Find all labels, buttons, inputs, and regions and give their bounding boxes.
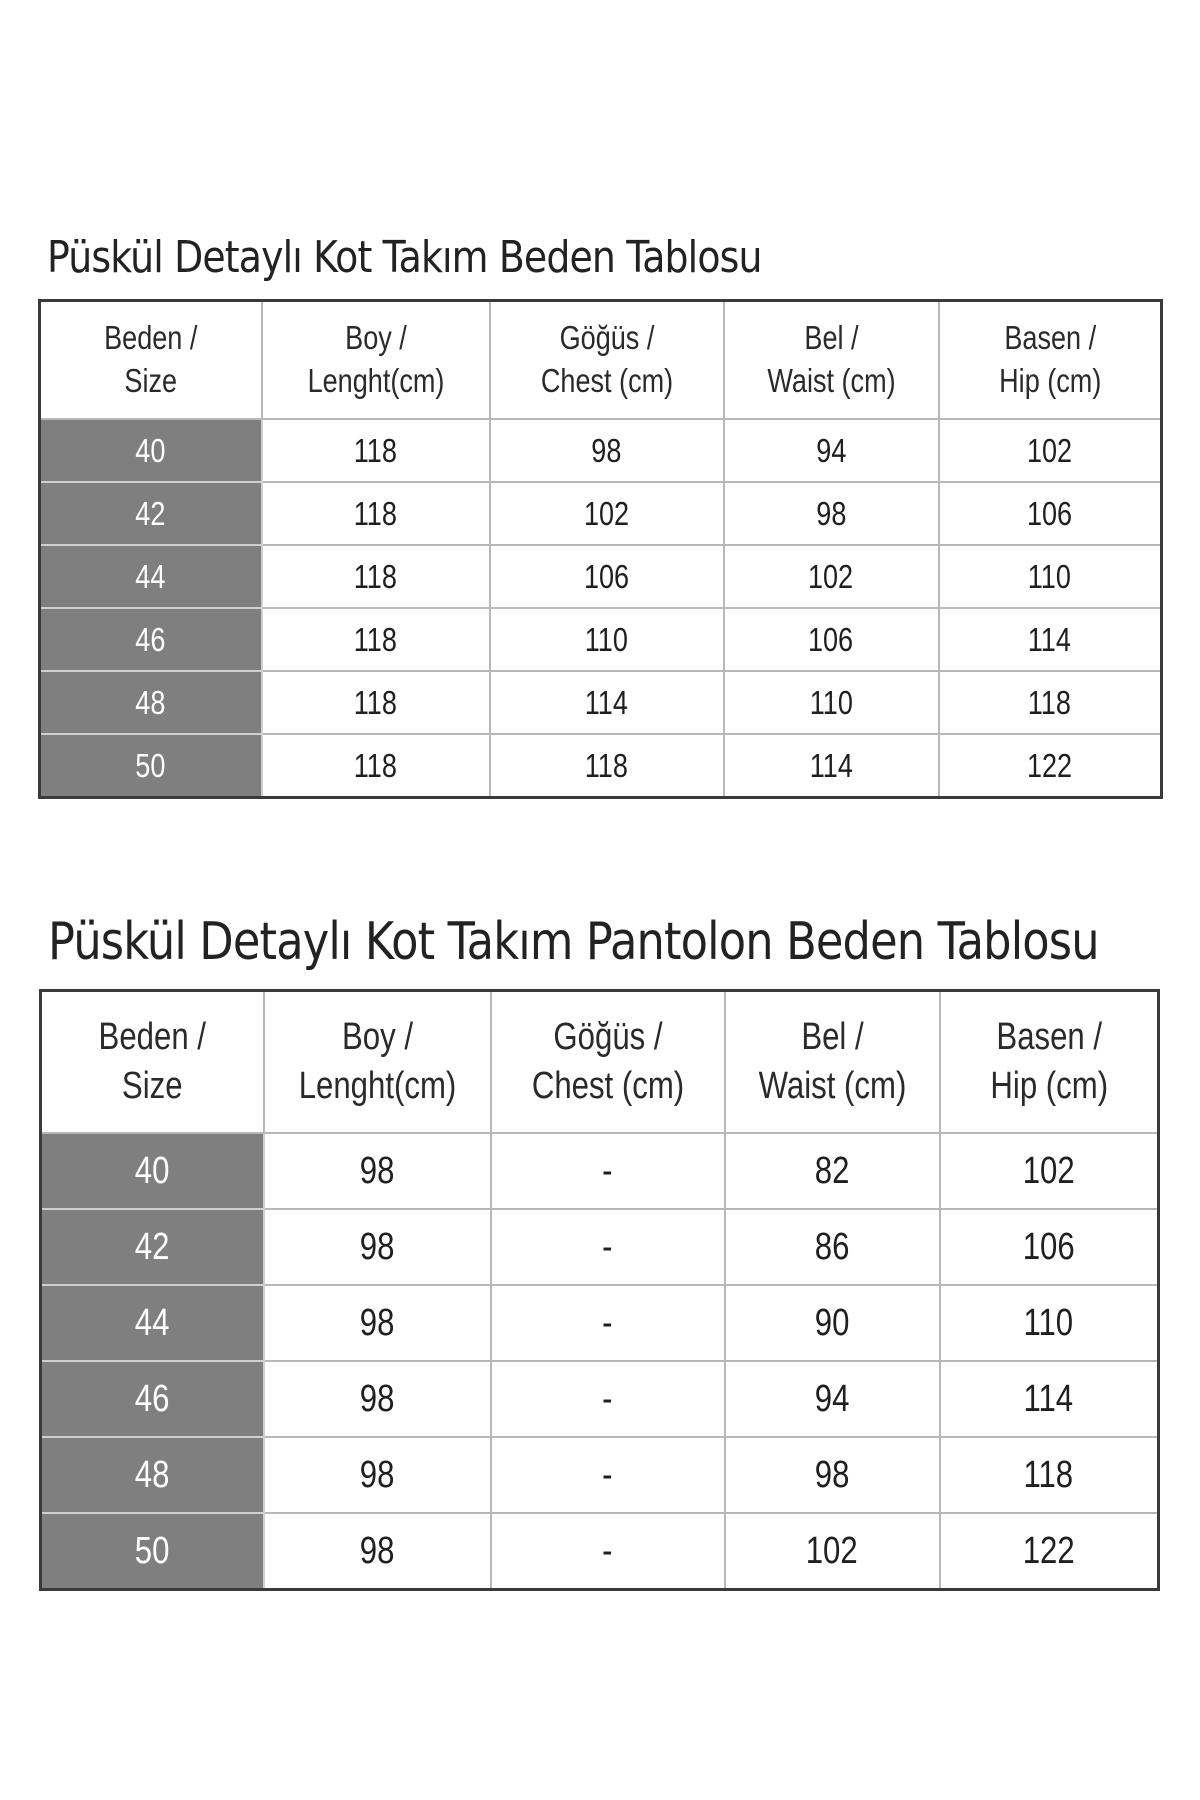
cell-value: -	[602, 1529, 613, 1572]
cell-hip	[939, 734, 1162, 798]
header-line: Hip (cm)	[989, 1065, 1108, 1107]
cell-length	[262, 482, 490, 545]
cell-chest	[491, 1437, 725, 1513]
cell-value: 102	[1027, 431, 1073, 469]
cell-value: -	[602, 1301, 613, 1344]
cell-size	[40, 419, 262, 482]
cell-value: 90	[814, 1301, 850, 1344]
cell-value: 98	[591, 431, 622, 469]
cell-value: 102	[1022, 1149, 1075, 1192]
cell-value: -	[602, 1225, 613, 1268]
cell-waist	[724, 734, 939, 798]
cell-chest	[491, 1209, 725, 1285]
table-row	[40, 608, 1162, 671]
cell-value: 106	[1022, 1225, 1075, 1268]
header-line: Size	[124, 362, 178, 399]
cell-waist	[725, 1285, 940, 1361]
table-row	[41, 1285, 1159, 1361]
column-header-hip	[939, 301, 1162, 420]
table-row	[41, 1133, 1159, 1209]
table-row	[40, 419, 1162, 482]
cell-value: 98	[359, 1301, 395, 1344]
cell-size	[40, 734, 262, 798]
cell-waist	[724, 608, 939, 671]
cell-waist	[725, 1361, 940, 1437]
table-row	[41, 1437, 1159, 1513]
cell-size	[41, 1513, 264, 1590]
header-line: Boy /	[341, 1015, 413, 1058]
header-line: Göğüs /	[559, 319, 654, 357]
column-header-hip	[940, 991, 1159, 1134]
cell-value: 122	[1022, 1529, 1075, 1572]
cell-length	[264, 1133, 491, 1209]
cell-value: 114	[1023, 1377, 1074, 1420]
header-line: Lenght(cm)	[298, 1065, 456, 1107]
cell-length	[262, 608, 490, 671]
cell-value: 98	[359, 1453, 395, 1496]
table-title: Püskül Detaylı Kot Takım Beden Tablosu	[47, 232, 762, 283]
cell-value: 118	[353, 431, 398, 469]
cell-value: 98	[359, 1149, 395, 1192]
cell-chest	[491, 1513, 725, 1590]
table-row	[40, 482, 1162, 545]
cell-value: 46	[135, 620, 166, 658]
cell-size	[40, 671, 262, 734]
cell-value: 46	[134, 1377, 170, 1420]
cell-length	[264, 1285, 491, 1361]
cell-length	[262, 419, 490, 482]
header-line: Waist (cm)	[766, 362, 896, 399]
table-title: Püskül Detaylı Kot Takım Pantolon Beden Tablosu	[48, 912, 1099, 972]
cell-hip	[940, 1209, 1159, 1285]
header-line: Chest (cm)	[531, 1065, 684, 1107]
cell-hip	[939, 545, 1162, 608]
cell-chest	[490, 608, 724, 671]
cell-size	[40, 482, 262, 545]
header-line: Beden /	[98, 1015, 206, 1058]
column-header-waist	[725, 991, 940, 1134]
header-line: Size	[121, 1065, 183, 1107]
cell-length	[264, 1209, 491, 1285]
cell-value: 98	[814, 1453, 850, 1496]
cell-value: 42	[134, 1225, 170, 1268]
cell-chest	[491, 1133, 725, 1209]
header-line: Hip (cm)	[998, 362, 1101, 399]
table-row	[41, 1361, 1159, 1437]
column-header-length	[264, 991, 491, 1134]
header-line: Bel /	[800, 1015, 864, 1058]
column-header-length	[262, 301, 490, 420]
cell-value: 118	[1023, 1453, 1074, 1496]
cell-length	[262, 671, 490, 734]
cell-value: -	[602, 1149, 613, 1192]
cell-value: 82	[814, 1149, 850, 1192]
table-header-row	[41, 991, 1159, 1134]
cell-length	[264, 1361, 491, 1437]
cell-size	[41, 1209, 264, 1285]
cell-length	[262, 734, 490, 798]
table-row	[41, 1209, 1159, 1285]
cell-waist	[724, 671, 939, 734]
cell-hip	[940, 1361, 1159, 1437]
cell-value: 40	[134, 1149, 170, 1192]
header-line: Chest (cm)	[540, 362, 673, 399]
table-header-row	[40, 301, 1162, 420]
cell-value: 102	[808, 557, 854, 595]
cell-value: 118	[353, 746, 398, 784]
header-line: Basen /	[995, 1015, 1102, 1058]
cell-value: 48	[135, 683, 166, 721]
cell-value: 86	[814, 1225, 850, 1268]
cell-hip	[939, 608, 1162, 671]
cell-value: 118	[353, 620, 398, 658]
table-row	[40, 734, 1162, 798]
cell-value: 98	[359, 1225, 395, 1268]
cell-size	[41, 1361, 264, 1437]
cell-chest	[490, 419, 724, 482]
cell-value: 114	[809, 746, 853, 784]
header-line: Lenght(cm)	[307, 362, 444, 399]
cell-value: 44	[135, 557, 166, 595]
cell-chest	[491, 1285, 725, 1361]
header-line: Basen /	[1003, 319, 1096, 357]
cell-value: 102	[806, 1529, 858, 1572]
cell-value: 110	[809, 683, 853, 721]
column-header-chest	[491, 991, 725, 1134]
cell-value: 118	[1028, 683, 1072, 721]
column-header-waist	[724, 301, 939, 420]
cell-size	[41, 1133, 264, 1209]
cell-value: 114	[584, 683, 629, 721]
cell-value: 110	[1023, 1301, 1074, 1344]
header-line: Göğüs /	[552, 1015, 663, 1058]
table-row	[40, 671, 1162, 734]
cell-waist	[725, 1437, 940, 1513]
cell-value: 118	[353, 683, 398, 721]
cell-value: 42	[135, 494, 166, 532]
cell-value: 50	[134, 1529, 170, 1572]
cell-value: 114	[1028, 620, 1072, 658]
cell-size	[41, 1437, 264, 1513]
column-header-chest	[490, 301, 724, 420]
size-table	[38, 299, 1163, 799]
cell-chest	[490, 482, 724, 545]
cell-hip	[939, 671, 1162, 734]
cell-hip	[939, 482, 1162, 545]
cell-value: 98	[815, 494, 847, 532]
cell-value: 110	[584, 620, 629, 658]
cell-hip	[939, 419, 1162, 482]
cell-size	[40, 608, 262, 671]
column-header-size	[41, 991, 264, 1134]
cell-value: 106	[583, 557, 630, 595]
header-line: Boy /	[344, 319, 407, 357]
column-header-size	[40, 301, 262, 420]
cell-value: 106	[808, 620, 854, 658]
cell-value: 98	[359, 1377, 395, 1420]
cell-waist	[724, 482, 939, 545]
table-row	[40, 545, 1162, 608]
cell-value: 94	[814, 1377, 850, 1420]
cell-hip	[940, 1285, 1159, 1361]
header-line: Beden /	[104, 319, 198, 357]
cell-hip	[940, 1513, 1159, 1590]
cell-length	[264, 1513, 491, 1590]
cell-value: 50	[135, 746, 166, 784]
cell-value: 106	[1027, 494, 1073, 532]
cell-value: 102	[583, 494, 630, 532]
cell-value: 98	[359, 1529, 395, 1572]
cell-waist	[725, 1133, 940, 1209]
cell-chest	[490, 671, 724, 734]
cell-chest	[490, 734, 724, 798]
cell-length	[262, 545, 490, 608]
cell-size	[41, 1285, 264, 1361]
cell-value: -	[602, 1377, 613, 1420]
size-table	[39, 989, 1160, 1591]
cell-waist	[725, 1513, 940, 1590]
cell-value: 118	[353, 494, 398, 532]
cell-value: 94	[815, 431, 847, 469]
cell-chest	[491, 1361, 725, 1437]
cell-value: 40	[135, 431, 166, 469]
cell-waist	[724, 419, 939, 482]
cell-value: -	[602, 1453, 613, 1496]
cell-value: 110	[1028, 557, 1072, 595]
cell-value: 44	[134, 1301, 170, 1344]
cell-hip	[940, 1437, 1159, 1513]
cell-value: 118	[584, 746, 629, 784]
cell-waist	[725, 1209, 940, 1285]
cell-value: 118	[353, 557, 398, 595]
table-row	[41, 1513, 1159, 1590]
cell-waist	[724, 545, 939, 608]
header-line: Bel /	[803, 319, 859, 357]
cell-size	[40, 545, 262, 608]
cell-hip	[940, 1133, 1159, 1209]
header-line: Waist (cm)	[758, 1065, 906, 1107]
cell-chest	[490, 545, 724, 608]
cell-value: 122	[1027, 746, 1073, 784]
cell-length	[264, 1437, 491, 1513]
cell-value: 48	[134, 1453, 170, 1496]
